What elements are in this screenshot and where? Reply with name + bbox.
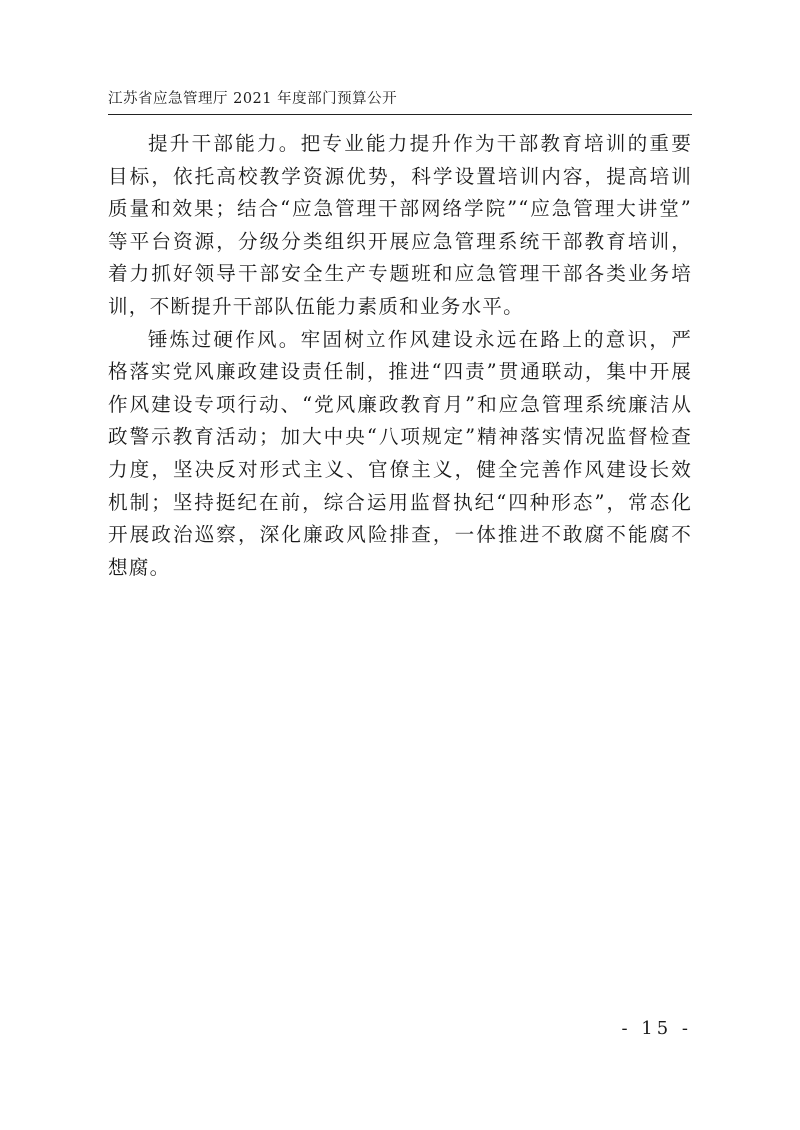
text-line: 质量和效果；结合“应急管理干部网络学院”“应急管理大讲堂”: [108, 197, 692, 221]
text-line: 机制；坚持挺纪在前，综合运用监督执纪“四种形态”，常态化: [108, 490, 692, 514]
text-line: 提升干部能力。把专业能力提升作为干部教育培训的重要: [148, 132, 692, 155]
document-body: [108, 128, 692, 584]
text-line: 想腐。: [108, 555, 171, 579]
text-line: 作风建设专项行动、“党风廉政教育月”和应急管理系统廉洁从: [108, 392, 692, 416]
page-number: - 15 -: [621, 1018, 692, 1039]
paragraph-work-style: [108, 324, 692, 585]
text-line: 锤炼过硬作风。牢固树立作风建设永远在路上的意识，严: [148, 327, 692, 351]
text-line: 政警示教育活动；加大中央“八项规定”精神落实情况监督检查: [108, 425, 692, 449]
text-line: 等平台资源，分级分类组织开展应急管理系统干部教育培训，: [108, 229, 692, 253]
text-line: 力度，坚决反对形式主义、官僚主义，健全完善作风建设长效: [108, 457, 692, 481]
text-line: 目标，依托高校教学资源优势，科学设置培训内容，提高培训: [108, 164, 692, 188]
text-line: 格落实党风廉政建设责任制，推进“四责”贯通联动，集中开展: [108, 360, 692, 384]
text-line: 开展政治巡察，深化廉政风险排查，一体推进不敢腐不能腐不: [108, 523, 692, 547]
text-line: 着力抓好领导干部安全生产专题班和应急管理干部各类业务培: [108, 262, 692, 286]
paragraph-cadre-capability: [108, 128, 692, 324]
header-title: 江苏省应急管理厅 2021 年度部门预算公开: [108, 91, 398, 107]
page-header: [108, 86, 692, 115]
text-line: 训，不断提升干部队伍能力素质和业务水平。: [108, 294, 524, 318]
